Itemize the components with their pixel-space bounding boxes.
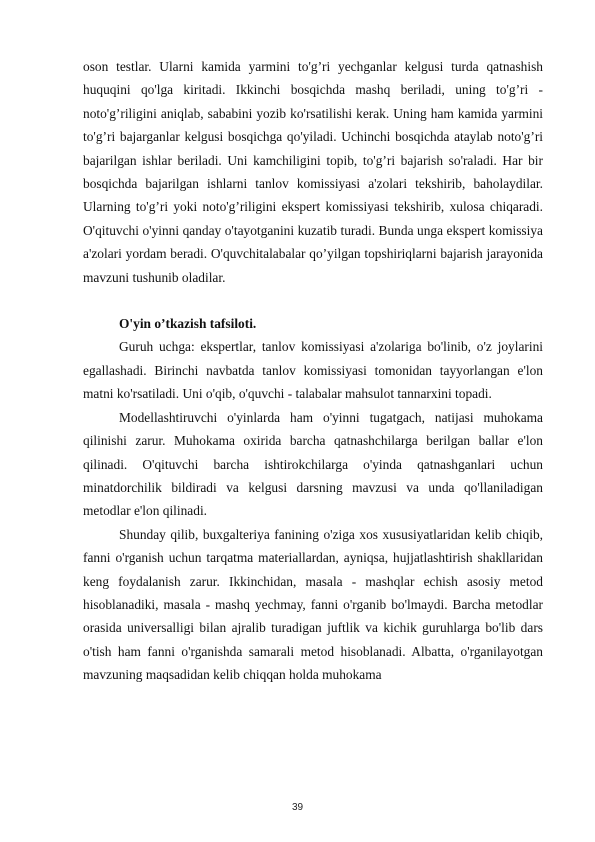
paragraph-discussion: Modellashtiruvchi o'yinlarda ham o'yinni tugatgach, natijasi muhokama qilinishi zarur. Muhokama oxirida barcha qatnashchilarga berilgan ballar e'lon qilinadi. O'qituvchi barcha ishtirokchilarga o'yinda qatnashganlari uchun minatdorchilik bildiradi va kelgusi darsning mavzusi va unda qo'llaniladigan metodlar e'lon qilinadi. bbox=[83, 409, 543, 519]
paragraph-conclusion: Shunday qilib, buxgalteriya fanining o'ziga xos xususiyatlaridan kelib chiqib, fanni o'rganish uchun tarqatma materiallardan, ayniqsa, hujjatlashtirish shakllaridan keng foydalanish zarur. Ikkinchidan, masala - mashqlar echish asosiy metod hisoblanadiki, masala - mashq yechmay, fanni o'rganib bo'lmaydi. Barcha metodlar orasida universalligi bilan ajralib turadigan juftlik va kichik guruhlarga bo'lib dars o'tish ham fanni o'rganishda samarali metod hisoblanadi. Albatta, o'rganilayotgan mavzuning maqsadidan kelib chiqqan holda muhokama bbox=[83, 526, 543, 683]
paragraph-group-roles: Guruh uchga: ekspertlar, tanlov komissiyasi a'zolariga bo'linib, o'z joylarini egallashadi. Birinchi navbatda tanlov komissiyasi tomonidan tayyorlangan e'lon matni ko'rsatiladi. Uni o'qib, o'quvchi - talabalar mahsulot tannarxini topadi. bbox=[83, 339, 543, 402]
paragraph-game-stages: oson testlar. Ularni kamida yarmini to'g’ri yechganlar kelgusi turda qatnashish huquqini qo'lga kiritadi. Ikkinchi bosqichda mashq beriladi, uning to'g’ri - noto'g’riligini aniqlab, sababini yozib ko'rsatilishi kerak. Uning ham kamida yarmini to'g’ri bajarganlar kelgusi bosqichga qo'yiladi. Uchinchi bosqichda ataylab noto'g’ri bajarilgan ishlar beriladi. Uni kamchiligini topib, to'g’ri bajarish so'raladi. Har bir bosqichda bajarilgan ishlarni tanlov komissiyasi a'zolari tekshirib, baholaydilar. Ularning to'g’ri yoki noto'g’riligini ekspert komissiyasi tekshirib, xulosa chiqaradi. O'qituvchi o'yinni qanday o'tayotganini kuzatib turadi. Bunda unga ekspert komissiya a'zolari yordam beradi. O'quvchitalabalar qo’yilgan topshiriqlarni bajarish jarayonida mavzuni tushunib oladilar. bbox=[83, 59, 543, 285]
paragraph-spacer bbox=[83, 289, 543, 312]
section-heading: O'yin o’tkazish tafsiloti. bbox=[119, 316, 257, 332]
page-number: 39 bbox=[291, 802, 304, 813]
document-page bbox=[83, 55, 543, 687]
